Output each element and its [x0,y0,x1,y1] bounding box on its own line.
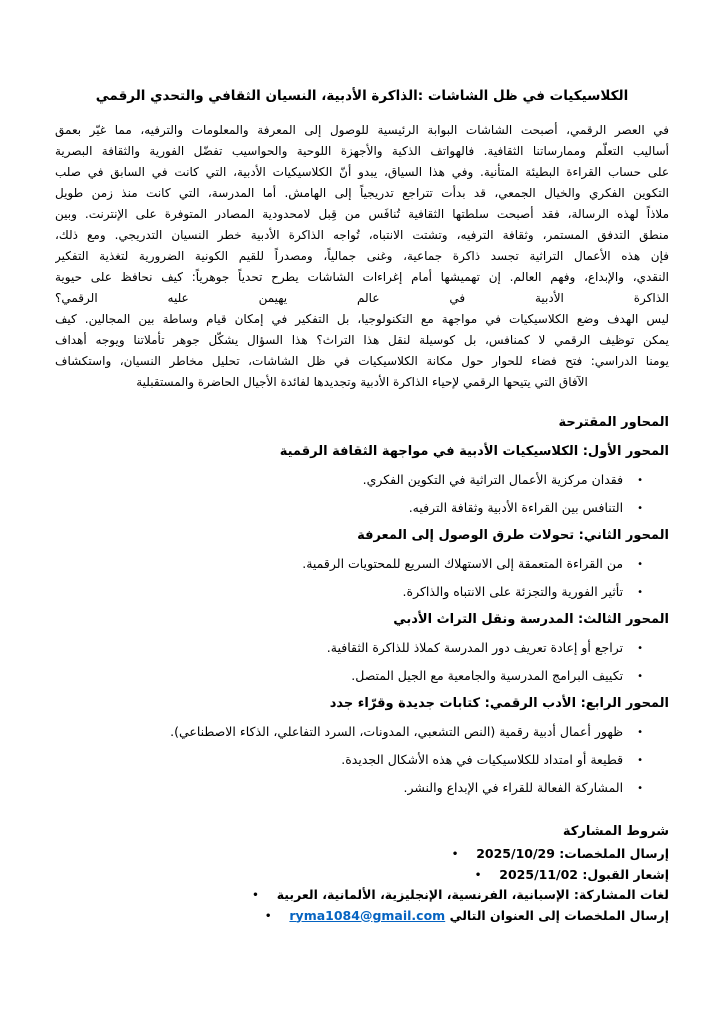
intro-paragraph-last-line: الآفاق التي يتيحها الرقمي لإحياء الذاكرة الأدبية وتجديدها لفائدة الأجيال الحاضرة والمستقبلية [136,375,588,389]
document-content [55,0,669,926]
bullet-icon: • [451,849,459,860]
list-item-text: التنافس بين القراءة الأدبية وثقافة الترفيه. [408,500,624,515]
bullet-icon: • [637,559,643,570]
list-item-text: المشاركة الفعالة للقراء في الإبداع والنشر. [403,780,624,795]
intro-paragraph-line: يمكن توظيف الرقمي لا كمنافس، بل كوسيلة لنقل هذا التراث؟ هذا السؤال يشكّل جوهر تأملاتنا ويوجه أهداف [55,333,669,347]
list-item-text: من القراءة المتعمقة إلى الاستهلاك السريع للمحتويات الرقمية. [302,556,624,571]
intro-paragraph-line: فإن هذه الأعمال التراثية تجسد ذاكرة جماعية، وغنى جمالياً، ومصدراً للقيم الكونية الضرورية لتغذية التفكير [55,249,669,263]
participation-terms-heading: شروط المشاركة [562,824,669,839]
bullet-icon: • [637,727,643,738]
languages-item [55,885,669,906]
axis-3-heading: المحور الثالث: المدرسة ونقل التراث الأدبي [393,612,669,627]
vertical-spacer [55,393,669,408]
intro-paragraph-line: يومنا الدراسي: فتح فضاء للحوار حول مكانة الكلاسيكيات في ظل الشاشات، تحليل مخاطر النسيان، واستكشاف [55,354,669,368]
list-item [55,578,669,606]
list-item [55,550,669,578]
list-item [55,494,669,522]
axis-4-heading: المحور الرابع: الأدب الرقمي: كتابات جديدة وقرّاء جدد [329,696,669,711]
list-item-text: تأثير الفورية والتجزئة على الانتباه والذاكرة. [402,584,624,599]
intro-paragraph-line: أساليب التعلّم وممارساتنا الثقافية. فالهواتف الذكية والأجهزة اللوحية والحواسيب تفضّل الفورية والثقافة البصرية [55,144,669,158]
intro-paragraph-line: التكوين الفكري والخيال الجمعي، قد بدأت تتراجع تدريجياً إلى الهامش. أما المدرسة، التي كانت منذ زمن طويل [55,186,669,200]
bullet-icon: • [637,755,643,766]
deadline-abstracts-item [55,844,669,865]
intro-paragraph-line: منطق التدفق المستمر، وثقافة الترفيه، وتشتت الانتباه، تُواجه الذاكرة الأدبية خطر النسيان التدريجي. ومع ذلك، [55,228,669,242]
proposed-axes-heading: المحاور المقترحة [558,415,669,430]
list-item-text: تكييف البرامج المدرسية والجامعية مع الجيل المتصل. [351,668,624,683]
deadline-abstracts-text: إرسال الملخصات: 2025/10/29 [476,846,669,861]
intro-paragraph-line-stretched: الذاكرة الأدبية في عالم يهيمن عليه الرقمي؟ [55,291,669,305]
bullet-icon: • [474,869,482,881]
email-link[interactable]: ryma1084@gmail.com [289,907,446,923]
list-item [55,718,669,746]
axis-1-heading: المحور الأول: الكلاسيكيات الأدبية في مواجهة الثقافة الرقمية [279,444,669,459]
languages-text: لغات المشاركة: الإسبانية، الفرنسية، الإنجليزية، الألمانية، العربية [276,887,669,902]
bullet-icon: • [252,890,259,901]
bullet-icon: • [637,671,643,682]
list-item-text: قطيعة أو امتداد للكلاسيكيات في هذه الأشكال الجديدة. [341,752,624,767]
submission-address-item [55,906,669,927]
bullet-icon: • [637,587,643,598]
intro-paragraph-line: ليس الهدف وضع الكلاسيكيات في مواجهة مع التكنولوجيا، بل التفكير في إمكان قيام وساطة بين المجالين. كيف [55,312,669,326]
list-item [55,466,669,494]
page-title: الكلاسيكيات في ظل الشاشات :الذاكرة الأدبية، النسيان الثقافي والتحدي الرقمي [95,88,629,104]
list-item-text: تراجع أو إعادة تعريف دور المدرسة كملاذ للذاكرة الثقافية. [326,640,624,655]
bullet-icon: • [637,503,643,514]
bullet-icon: • [637,643,643,654]
list-item [55,774,669,802]
vertical-spacer [55,802,669,820]
intro-paragraph-line: في العصر الرقمي، أصبحت الشاشات البوابة الرئيسية للوصول إلى المعرفة والمعلومات والترفيه، مما غيّر بعمق [55,123,669,137]
list-item-text: ظهور أعمال أدبية رقمية (النص التشعبي، المدونات، السرد التفاعلي، الذكاء الاصطناعي). [170,724,624,739]
submission-address-text: إرسال الملخصات إلى العنوان التالي [449,907,669,923]
axis-2-heading: المحور الثاني: تحولات طرق الوصول إلى المعرفة [357,528,669,543]
acceptance-notice-item [55,865,669,886]
bullet-icon: • [264,910,272,922]
list-item-text: فقدان مركزية الأعمال التراثية في التكوين الفكري. [362,472,624,487]
list-item [55,662,669,690]
bullet-icon: • [637,475,643,486]
intro-paragraph-line: على حساب القراءة البطيئة المتأنية. وفي هذا السياق، يبدو أنّ الكلاسيكيات الأدبية، التي كانت في السابق في صلب [55,165,669,179]
intro-paragraph-line: ملاذاً لهذه الرسالة، فقد أصبحت سلطتها الثقافية تُنافَس من قِبل لامحدودية المصادر المتوفرة على الإنترنت. وبين [55,207,669,221]
list-item [55,746,669,774]
list-item [55,634,669,662]
intro-paragraph-line: النقدي، والإبداع، وفهم العالم. إن تهميشها أمام إغراءات الشاشات يطرح تحدياً جوهرياً: كيف نحافظ على حيوية [55,270,669,284]
bullet-icon: • [637,783,643,794]
acceptance-notice-text: إشعار القبول: 2025/11/02 [499,866,669,882]
